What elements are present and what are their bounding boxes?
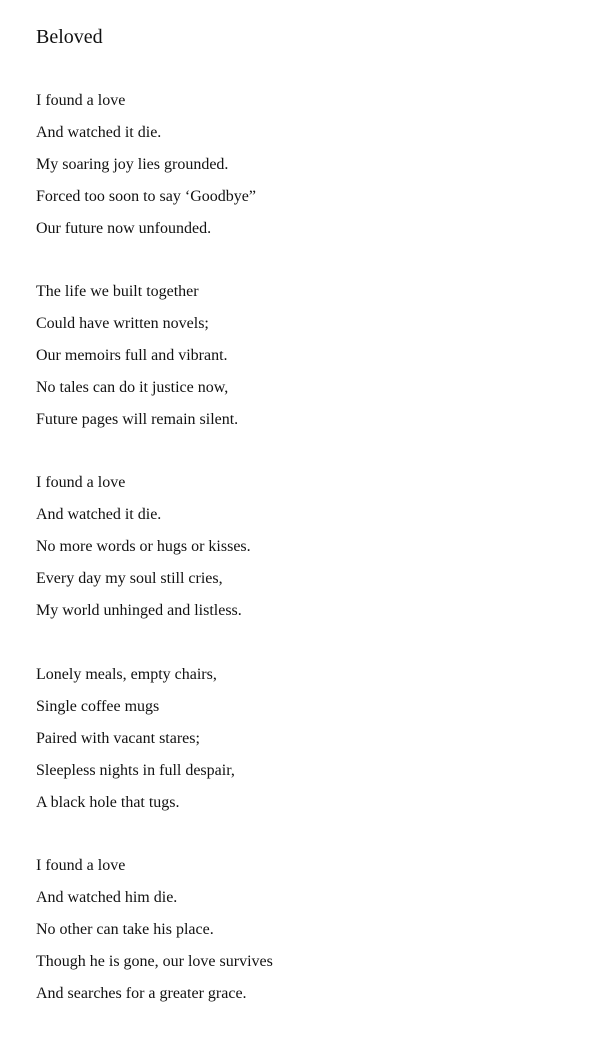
poem-line: And watched him die. <box>36 888 178 906</box>
poem-line: Sleepless nights in full despair, <box>36 761 235 779</box>
poem-line: I found a love <box>36 474 126 492</box>
poem-line: Forced too soon to say ‘Goodbye” <box>36 188 256 205</box>
stanza-1 <box>36 89 273 249</box>
poem-line: Future pages will remain silent. <box>36 411 239 429</box>
poem-body <box>36 89 273 1045</box>
poem-line: Though he is gone, our love survives <box>36 952 273 970</box>
stanza-5 <box>36 854 273 1014</box>
poem-line: Our future now unfounded. <box>36 220 212 237</box>
poem-line: And searches for a greater grace. <box>36 984 247 1002</box>
poem-line: A black hole that tugs. <box>36 793 180 811</box>
poem-line: My world unhinged and listless. <box>36 602 242 620</box>
poem-line: And watched it die. <box>36 506 162 524</box>
poem-line: Single coffee mugs <box>36 697 160 715</box>
stanza-2 <box>36 280 273 440</box>
poem-line: Paired with vacant stares; <box>36 729 200 747</box>
poem-line: No other can take his place. <box>36 920 214 938</box>
poem-title: Beloved <box>36 26 103 48</box>
poem-line: No tales can do it justice now, <box>36 379 229 397</box>
poem-line: Our memoirs full and vibrant. <box>36 347 228 365</box>
poem-line: Every day my soul still cries, <box>36 570 223 588</box>
stanza-3 <box>36 471 273 631</box>
stanza-4 <box>36 663 273 823</box>
poem-line: I found a love <box>36 856 126 874</box>
poem-line: Could have written novels; <box>36 315 209 333</box>
poem-line: My soaring joy lies grounded. <box>36 156 229 173</box>
poem-line: I found a love <box>36 92 126 109</box>
poem-line: No more words or hugs or kisses. <box>36 538 251 556</box>
poem-line: Lonely meals, empty chairs, <box>36 665 217 683</box>
poem-line: The life we built together <box>36 283 199 301</box>
poem-line: And watched it die. <box>36 124 162 141</box>
